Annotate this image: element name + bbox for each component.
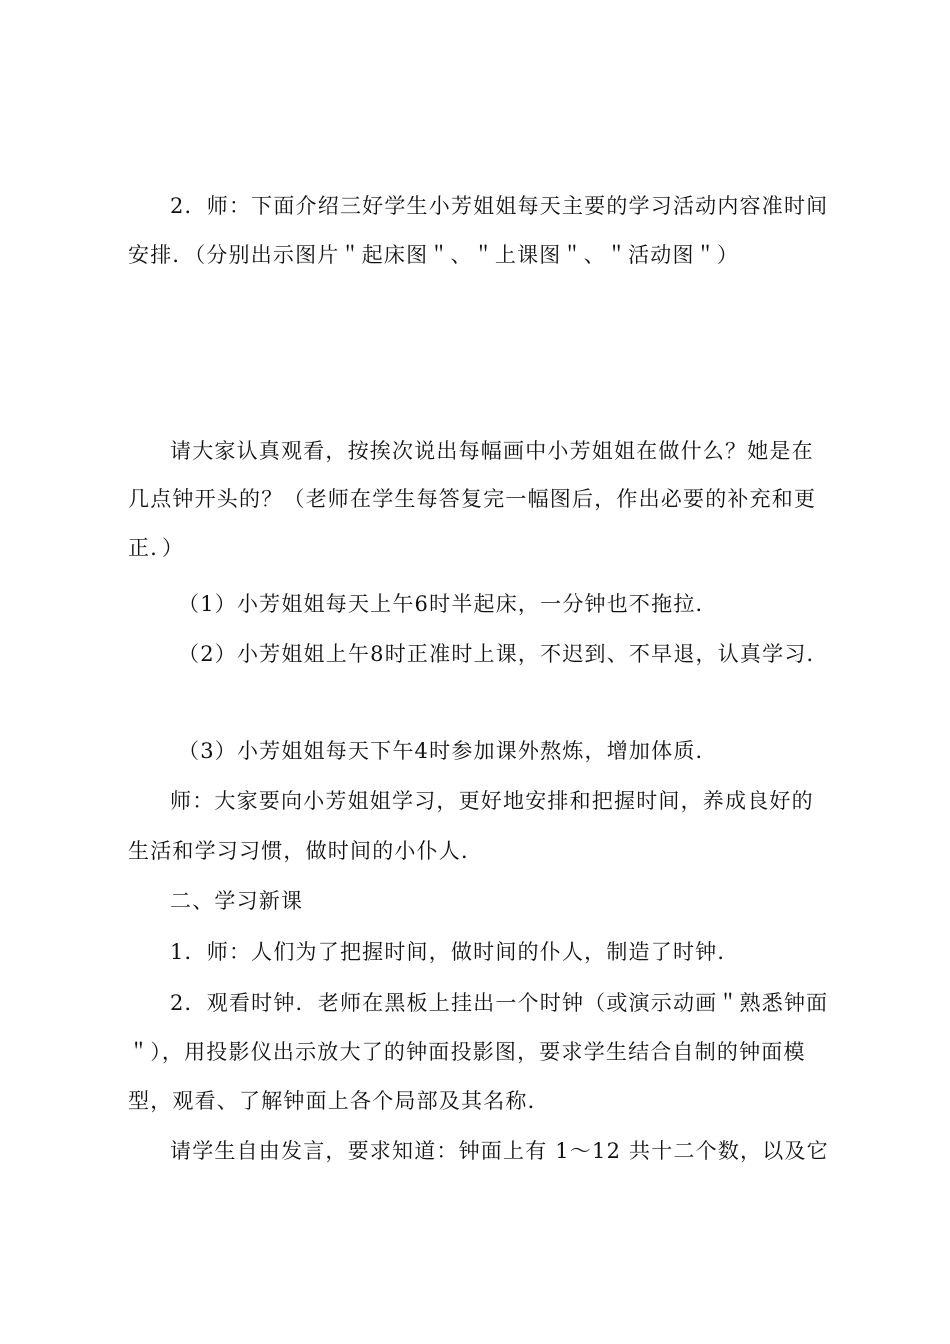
paragraph-line: 请学生自由发言，要求知道：钟面上有 1～12 共十二个数，以及它 <box>170 1139 829 1163</box>
list-item: （1）小芳姐姐每天上午6时半起床，一分钟也不拖拉． <box>178 592 718 616</box>
paragraph-line: 正．） <box>128 536 185 560</box>
paragraph-line: 生活和学习习惯，做时间的小仆人． <box>128 839 484 863</box>
section-heading: 二、学习新课 <box>170 889 304 913</box>
paragraph-line: 型，观看、了解钟面上各个局部及其名称． <box>128 1089 550 1113</box>
list-item: （2）小芳姐姐上午8时正准时上课，不迟到、不早退，认真学习． <box>178 642 829 666</box>
paragraph-line: 2．观看时钟．老师在黑板上挂出一个时钟（或演示动画＂熟悉钟面 <box>170 991 829 1015</box>
paragraph-line: 安排．（分别出示图片＂起床图＂、＂上课图＂、＂活动图＂） <box>128 243 740 267</box>
paragraph-line: 1．师：人们为了把握时间，做时间的仆人，制造了时钟． <box>170 940 740 964</box>
paragraph-line: 请大家认真观看，按挨次说出每幅画中小芳姐姐在做什么？她是在 <box>170 439 814 463</box>
list-item: （3）小芳姐姐每天下午4时参加课外熬炼，增加体质． <box>178 739 718 763</box>
paragraph-line: 几点钟开头的？（老师在学生每答复完一幅图后，作出必要的补充和更 <box>128 487 817 511</box>
paragraph-line: 师：大家要向小芳姐姐学习，更好地安排和把握时间，养成良好的 <box>170 789 814 813</box>
paragraph-line: 2．师：下面介绍三好学生小芳姐姐每天主要的学习活动内容准时间 <box>170 194 829 218</box>
paragraph-line: ＂），用投影仪出示放大了的钟面投影图，要求学生结合自制的钟面模 <box>128 1040 806 1064</box>
